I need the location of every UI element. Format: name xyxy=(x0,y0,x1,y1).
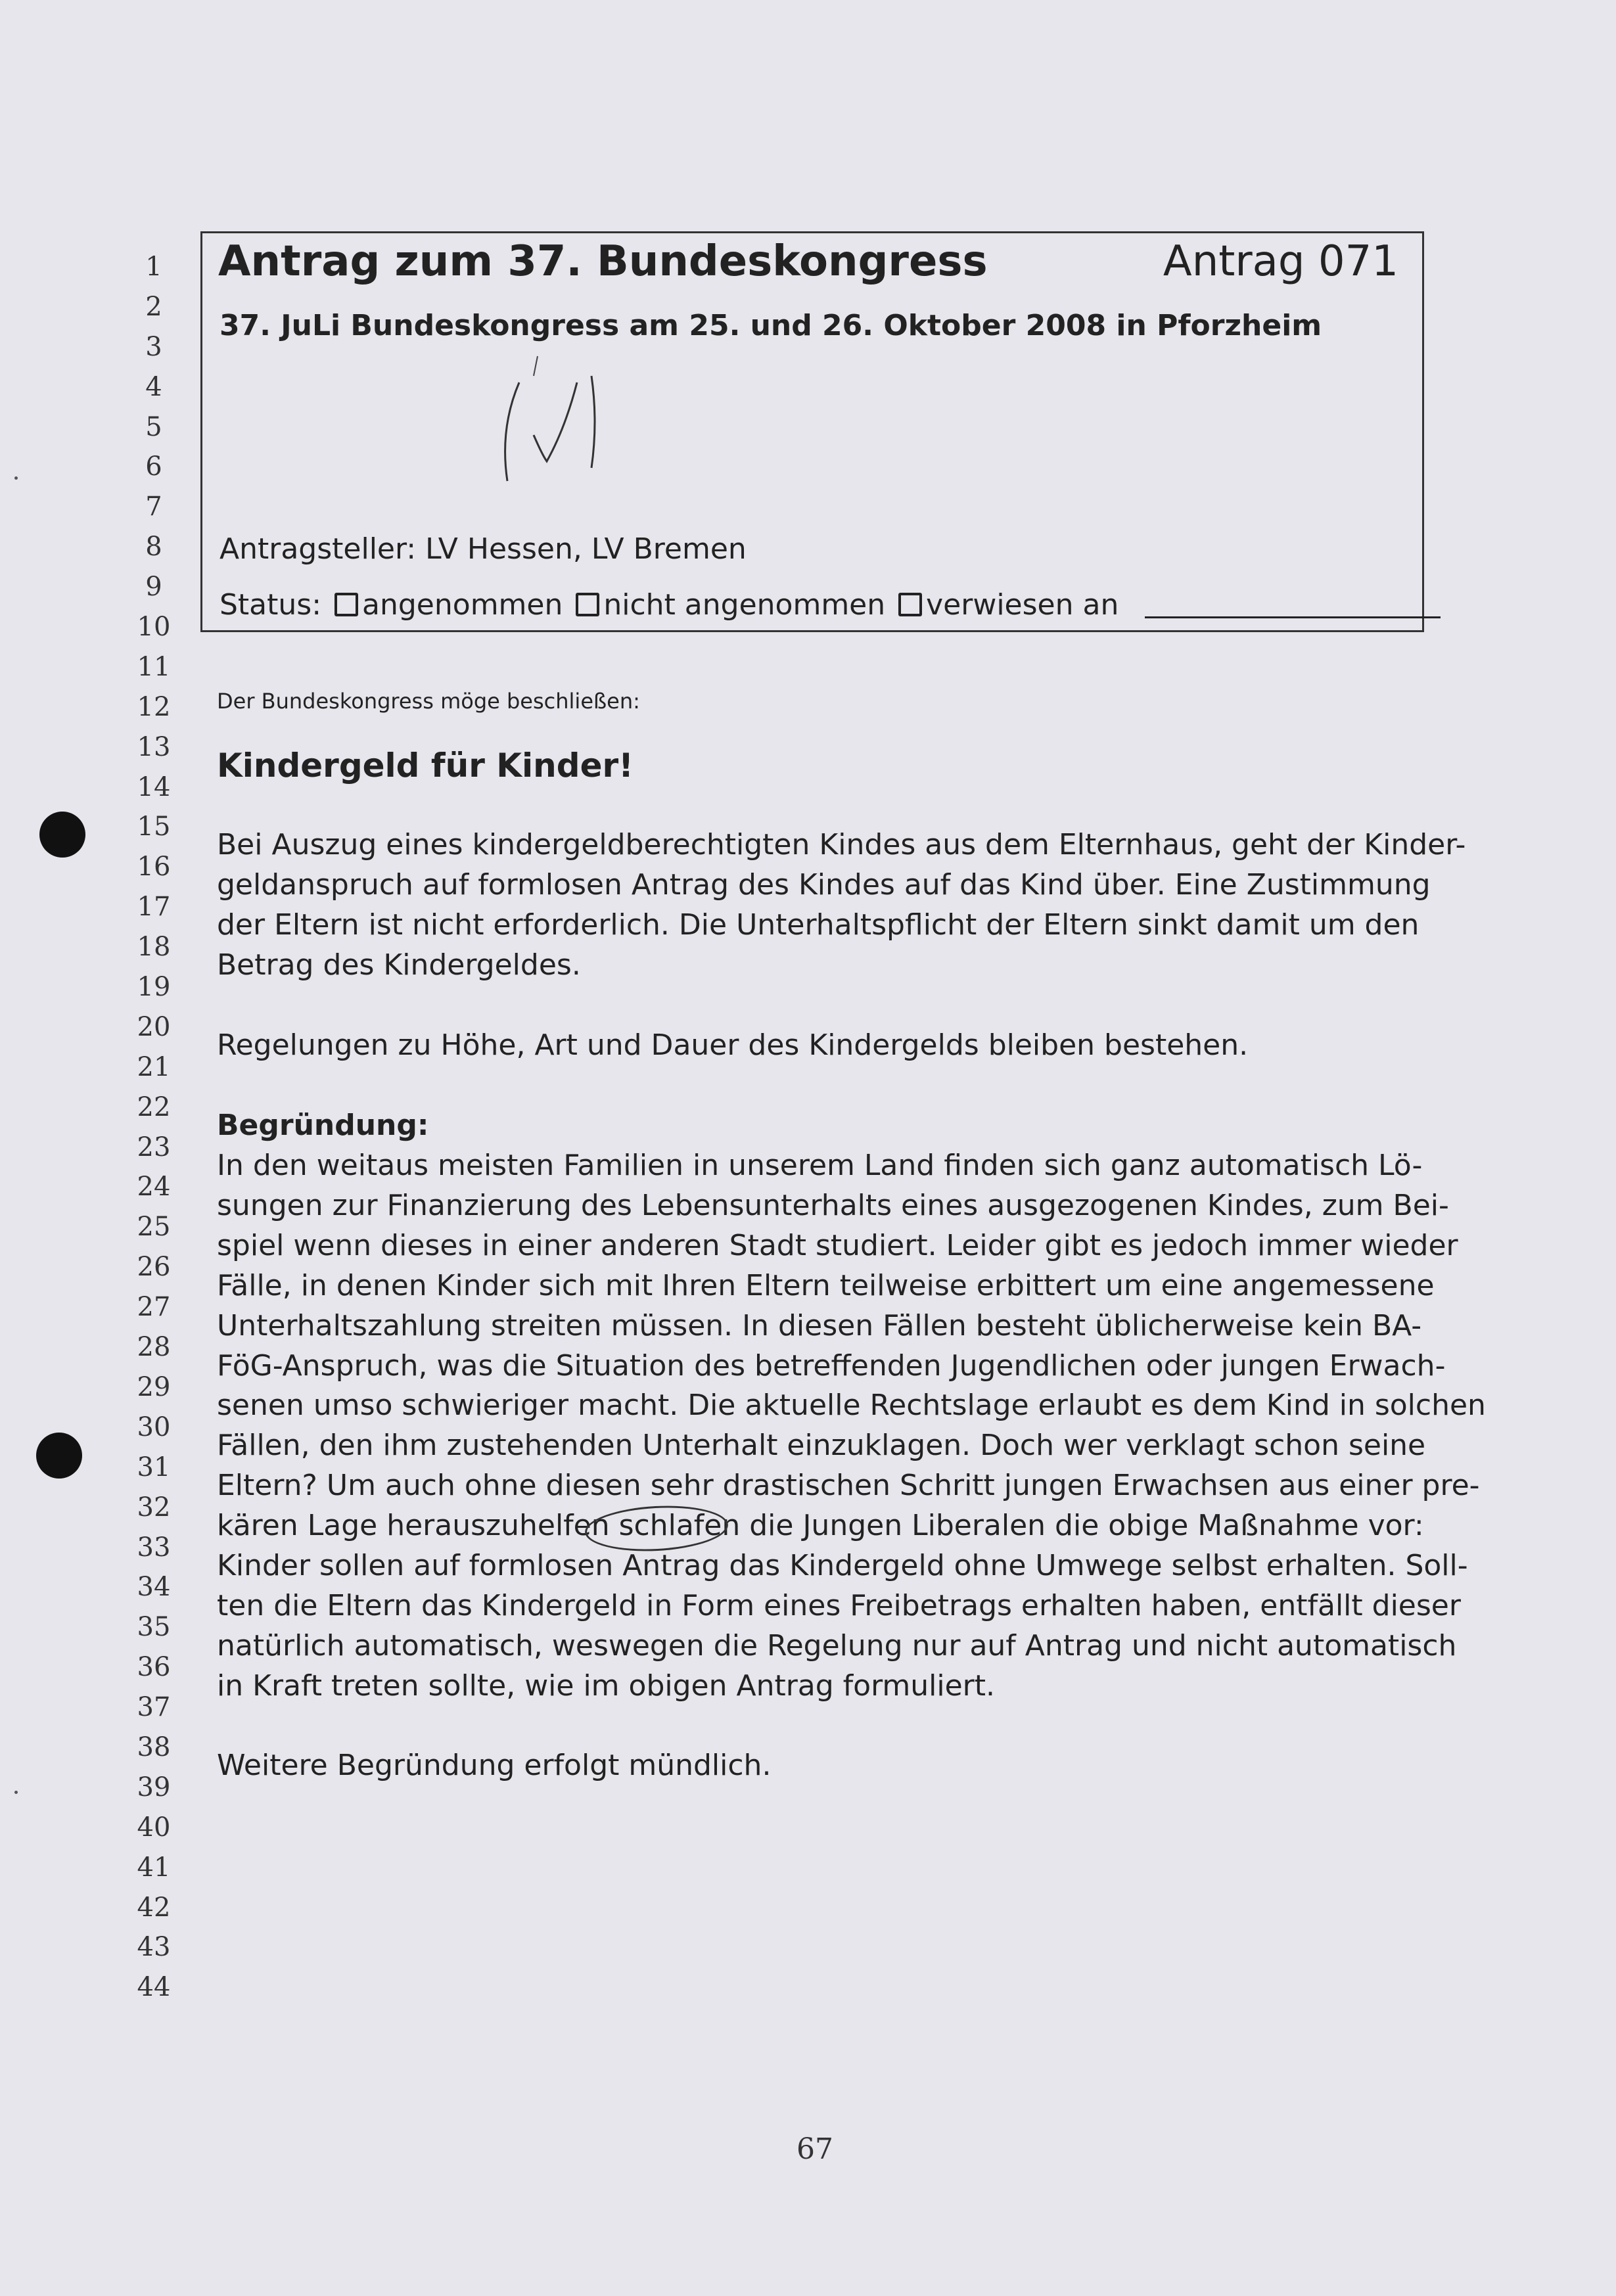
resolve-phrase: Der Bundeskongress möge beschließen: xyxy=(217,689,640,714)
line-number: 20 xyxy=(137,1011,171,1042)
text-line: kären Lage herauszuhelfen schlafen die Jungen Liberalen die obige Maßnahme vor: xyxy=(217,1509,1424,1543)
text-line: In den weitaus meisten Familien in unserem Land finden sich ganz automatisch Lö- xyxy=(217,1149,1423,1182)
closing-line xyxy=(217,1746,1439,1786)
line-number: 35 xyxy=(137,1612,171,1643)
text-line: ten die Eltern das Kindergeld in Form eines Freibetrags erhalten haben, entfällt dieser xyxy=(217,1588,1461,1622)
line-number: 11 xyxy=(137,651,171,682)
line-number: 26 xyxy=(137,1252,171,1283)
line-number: 7 xyxy=(145,492,162,522)
line-number: 30 xyxy=(137,1412,171,1442)
status-line xyxy=(219,588,1441,622)
motion-title-header: Antrag zum 37. Bundeskongress xyxy=(218,237,988,286)
line-number: 43 xyxy=(137,1932,171,1963)
line-number: 13 xyxy=(137,731,171,762)
line-number: 3 xyxy=(145,331,162,362)
text-line: geldanspruch auf formlosen Antrag des Kindes auf das Kind über. Eine Zustimmung xyxy=(217,867,1431,902)
line-number: 32 xyxy=(137,1492,171,1523)
text-line: Regelungen zu Höhe, Art und Dauer des Kindergelds bleiben bestehen. xyxy=(217,1028,1249,1062)
line-number: 5 xyxy=(145,411,162,442)
text-line: in Kraft treten sollte, wie im obigen Antrag formuliert. xyxy=(217,1668,996,1703)
rationale-text xyxy=(217,1146,1486,1707)
line-number: 31 xyxy=(137,1452,171,1482)
line-number: 1 xyxy=(145,252,162,282)
line-number: 17 xyxy=(137,892,171,923)
line-number: 12 xyxy=(137,691,171,722)
page-number: 67 xyxy=(796,2132,833,2166)
paper-speck xyxy=(14,1791,18,1794)
text-line: natürlich automatisch, weswegen die Regelung nur auf Antrag und nicht automatisch xyxy=(217,1628,1457,1663)
paper-speck xyxy=(14,476,18,480)
text-line: der Eltern ist nicht erforderlich. Die Unterhaltspflicht der Eltern sinkt damit um den xyxy=(217,907,1420,942)
motion-number: Antrag 071 xyxy=(1163,237,1398,286)
text-line: Kinder sollen auf formlosen Antrag das Kindergeld ohne Umwege selbst erhalten. Soll- xyxy=(217,1549,1468,1583)
motion-paragraph-2 xyxy=(217,1026,1439,1066)
line-number: 6 xyxy=(145,451,162,482)
text-line: spiel wenn dieses in einer anderen Stadt studiert. Leider gibt es jedoch immer wieder xyxy=(217,1228,1458,1262)
line-number: 22 xyxy=(137,1091,171,1122)
line-number: 29 xyxy=(137,1371,171,1402)
line-number: 28 xyxy=(137,1332,171,1363)
line-number: 27 xyxy=(137,1292,171,1323)
checkbox-angenommen[interactable] xyxy=(335,593,358,616)
text-line: Bei Auszug eines kindergeldberechtigten Kindes aus dem Elternhaus, geht der Kinder- xyxy=(217,828,1466,861)
status-option-label: verwiesen an xyxy=(926,588,1119,622)
motion-title: Kindergeld für Kinder! xyxy=(217,746,634,785)
line-number: 16 xyxy=(137,852,171,883)
text-line: Fällen, den ihm zustehenden Unterhalt einzuklagen. Doch wer verklagt schon seine xyxy=(217,1429,1426,1463)
referral-blank-line xyxy=(1145,616,1441,618)
text-line: sungen zur Finanzierung des Lebensunterhalts eines ausgezogenen Kindes, zum Bei- xyxy=(217,1188,1449,1222)
text-line: Betrag des Kindergeldes. xyxy=(217,948,581,982)
status-option-label: angenommen xyxy=(362,588,563,622)
line-number: 25 xyxy=(137,1212,171,1243)
text-line: FöG-Anspruch, was die Situation des betreffenden Jugendlichen oder jungen Erwach- xyxy=(217,1348,1446,1383)
line-number: 39 xyxy=(137,1772,171,1802)
line-number-gutter xyxy=(125,247,183,2008)
line-number: 8 xyxy=(145,532,162,563)
text-line: senen umso schwieriger macht. Die aktuelle Rechtslage erlaubt es dem Kind in solchen xyxy=(217,1389,1486,1423)
text-line: Unterhaltszahlung streiten müssen. In diesen Fällen besteht üblicherweise kein BA- xyxy=(217,1308,1422,1343)
line-number: 14 xyxy=(137,771,171,802)
checkbox-verwiesen-an[interactable] xyxy=(898,593,922,616)
line-number: 40 xyxy=(137,1812,171,1843)
rationale-heading: Begründung: xyxy=(217,1109,429,1142)
punch-hole-bottom xyxy=(36,1433,82,1479)
handwritten-check-mark xyxy=(493,350,624,494)
line-number: 15 xyxy=(137,812,171,842)
line-number: 37 xyxy=(137,1692,171,1723)
line-number: 21 xyxy=(137,1051,171,1082)
text-line: Weitere Begründung erfolgt mündlich. xyxy=(217,1749,772,1782)
status-label: Status: xyxy=(219,588,322,622)
line-number: 9 xyxy=(145,572,162,603)
line-number: 4 xyxy=(145,371,162,402)
line-number: 42 xyxy=(137,1892,171,1923)
line-number: 24 xyxy=(137,1172,171,1203)
line-number: 44 xyxy=(137,1972,171,2003)
line-number: 34 xyxy=(137,1572,171,1603)
applicant-line: Antragsteller: LV Hessen, LV Bremen xyxy=(219,532,747,566)
text-line: Eltern? Um auch ohne diesen sehr drastischen Schritt jungen Erwachsen aus einer pre- xyxy=(217,1469,1480,1503)
line-number: 36 xyxy=(137,1652,171,1683)
checkbox-nicht-angenommen[interactable] xyxy=(576,593,599,616)
motion-header-box xyxy=(200,231,1424,632)
line-number: 41 xyxy=(137,1852,171,1883)
line-number: 10 xyxy=(137,612,171,643)
text-line: Fälle, in denen Kinder sich mit Ihren Eltern teilweise erbittert um eine angemessene xyxy=(217,1268,1435,1302)
line-number: 38 xyxy=(137,1732,171,1762)
punch-hole-top xyxy=(39,812,85,858)
line-number: 19 xyxy=(137,972,171,1003)
line-number: 2 xyxy=(145,291,162,322)
line-number: 23 xyxy=(137,1132,171,1162)
status-option-label: nicht angenommen xyxy=(603,588,886,622)
congress-subtitle: 37. JuLi Bundeskongress am 25. und 26. Oktober 2008 in Pforzheim xyxy=(219,309,1322,342)
motion-paragraph-1 xyxy=(217,825,1466,986)
line-number: 18 xyxy=(137,932,171,963)
line-number: 33 xyxy=(137,1532,171,1563)
